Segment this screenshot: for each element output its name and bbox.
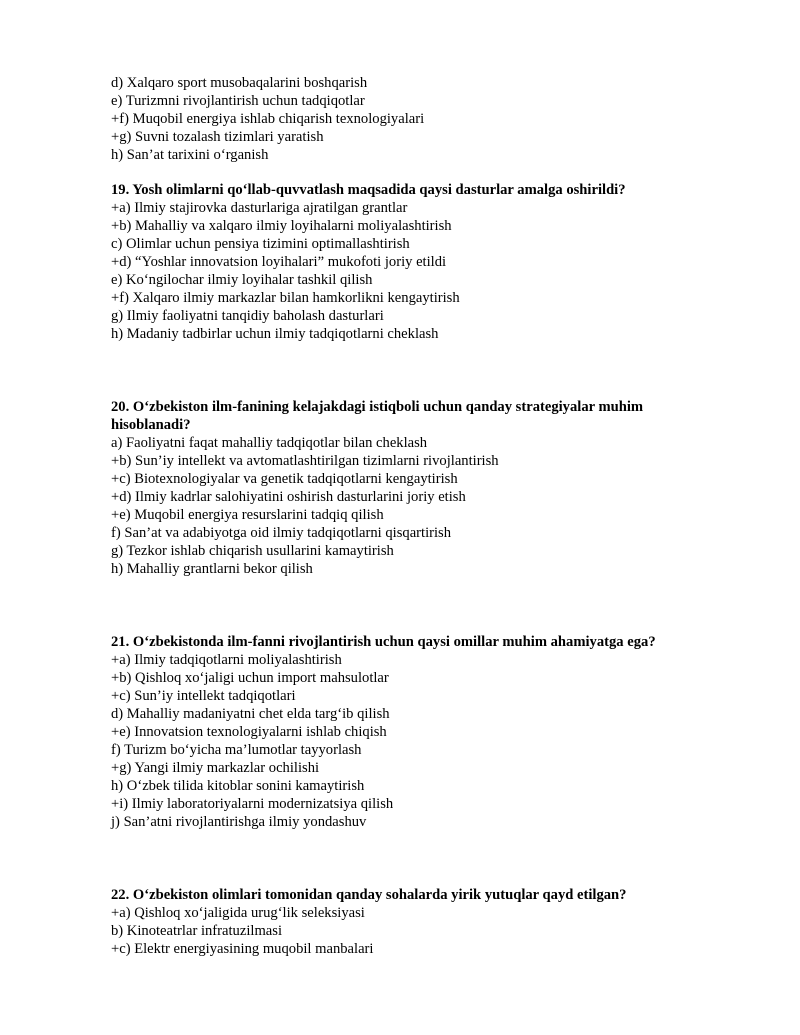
question-21: [111, 633, 711, 831]
option-line: +c) Sun’iy intellekt tadqiqotlari: [111, 688, 296, 704]
option-line: h) Mahalliy grantlarni bekor qilish: [111, 561, 313, 577]
option-line: g) Ilmiy faoliyatni tanqidiy baholash dasturlari: [111, 308, 384, 324]
option-line: +a) Ilmiy tadqiqotlarni moliyalashtirish: [111, 652, 342, 668]
option-line: +c) Elektr energiyasining muqobil manbalari: [111, 941, 374, 957]
option-line: +e) Muqobil energiya resurslarini tadqiq qilish: [111, 507, 384, 523]
question-title: 22. O‘zbekiston olimlari tomonidan qanday sohalarda yirik yutuqlar qayd etilgan?: [111, 887, 627, 903]
option-line: f) San’at va adabiyotga oid ilmiy tadqiqotlarni qisqartirish: [111, 525, 452, 541]
option-line: h) San’at tarixini o‘rganish: [111, 147, 269, 163]
question-20: [111, 398, 711, 578]
option-line: d) Xalqaro sport musobaqalarini boshqarish: [111, 75, 368, 91]
option-line: +e) Innovatsion texnologiyalarni ishlab chiqish: [111, 724, 387, 740]
option-line: h) O‘zbek tilida kitoblar sonini kamaytirish: [111, 778, 365, 794]
question-22: [111, 886, 711, 958]
carryover-options: [111, 74, 711, 164]
option-line: j) San’atni rivojlantirishga ilmiy yondashuv: [111, 814, 367, 830]
option-line: +i) Ilmiy laboratoriyalarni modernizatsiya qilish: [111, 796, 394, 812]
option-line: +f) Xalqaro ilmiy markazlar bilan hamkorlikni kengaytirish: [111, 290, 460, 306]
document-page: [111, 74, 711, 958]
option-line: +a) Ilmiy stajirovka dasturlariga ajratilgan grantlar: [111, 200, 408, 216]
option-line: f) Turizm bo‘yicha ma’lumotlar tayyorlash: [111, 742, 362, 758]
question-title: 20. O‘zbekiston ilm-fanining kelajakdagi istiqboli uchun qanday strategiyalar muhim hisoblanadi?: [111, 399, 644, 433]
option-line: +g) Yangi ilmiy markazlar ochilishi: [111, 760, 320, 776]
option-line: +g) Suvni tozalash tizimlari yaratish: [111, 129, 324, 145]
option-line: e) Ko‘ngilochar ilmiy loyihalar tashkil qilish: [111, 272, 373, 288]
question-title: 19. Yosh olimlarni qo‘llab-quvvatlash maqsadida qaysi dasturlar amalga oshirildi?: [111, 182, 626, 198]
option-line: d) Mahalliy madaniyatni chet elda targ‘ib qilish: [111, 706, 390, 722]
option-line: +b) Sun’iy intellekt va avtomatlashtirilgan tizimlarni rivojlantirish: [111, 453, 499, 469]
option-line: +f) Muqobil energiya ishlab chiqarish texnologiyalari: [111, 111, 425, 127]
option-line: h) Madaniy tadbirlar uchun ilmiy tadqiqotlarni cheklash: [111, 326, 439, 342]
option-line: +b) Qishloq xo‘jaligi uchun import mahsulotlar: [111, 670, 389, 686]
question-title: 21. O‘zbekistonda ilm-fanni rivojlantirish uchun qaysi omillar muhim ahamiyatga ega?: [111, 634, 656, 650]
option-line: +c) Biotexnologiyalar va genetik tadqiqotlarni kengaytirish: [111, 471, 458, 487]
option-line: g) Tezkor ishlab chiqarish usullarini kamaytirish: [111, 543, 394, 559]
option-line: +d) Ilmiy kadrlar salohiyatini oshirish dasturlarini joriy etish: [111, 489, 466, 505]
option-line: +a) Qishloq xo‘jaligida urug‘lik seleksiyasi: [111, 905, 365, 921]
option-line: b) Kinoteatrlar infratuzilmasi: [111, 923, 283, 939]
question-19: [111, 181, 711, 343]
option-line: +d) “Yoshlar innovatsion loyihalari” mukofoti joriy etildi: [111, 254, 447, 270]
option-line: a) Faoliyatni faqat mahalliy tadqiqotlar bilan cheklash: [111, 435, 428, 451]
option-line: e) Turizmni rivojlantirish uchun tadqiqotlar: [111, 93, 365, 109]
option-line: c) Olimlar uchun pensiya tizimini optimallashtirish: [111, 236, 410, 252]
option-line: +b) Mahalliy va xalqaro ilmiy loyihalarni moliyalashtirish: [111, 218, 452, 234]
